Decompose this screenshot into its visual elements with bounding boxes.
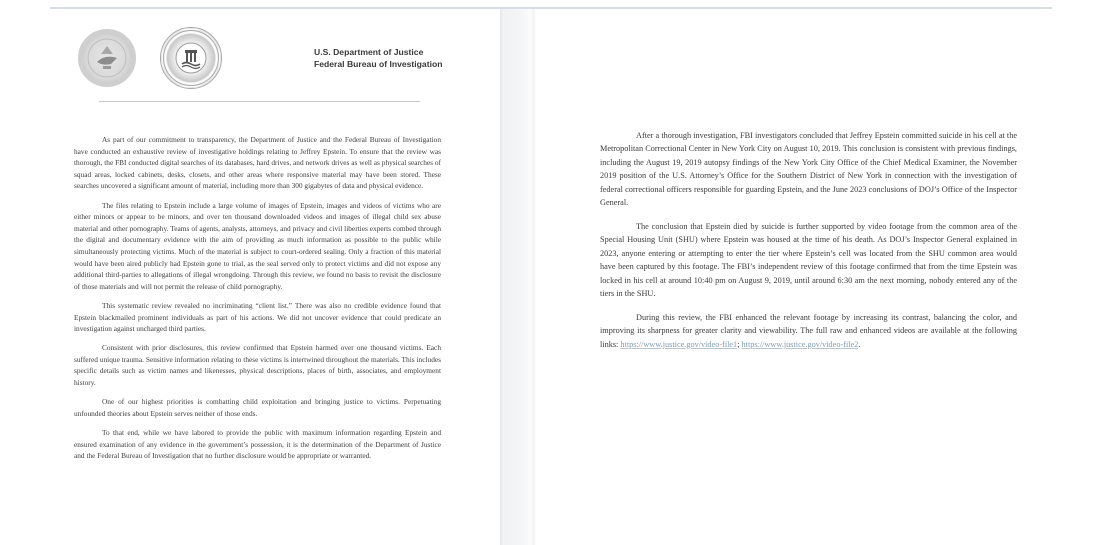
page-gutter (500, 9, 536, 545)
paragraph-text: During this review, the FBI enhanced the relevant footage by increasing its contrast, balancing the color, and improving its sharpness for greater clarity and viewability. The full raw and enhanced videos are available at the following links: (600, 312, 1017, 349)
paragraph: This systematic review revealed no incriminating “client list.” There was also no credible evidence found that Epstein blackmailed prominent individuals as part of his actions. We did not uncover evidence that could predicate an investigation against uncharged third parties. (74, 300, 441, 334)
letterhead-divider (99, 101, 420, 102)
video-file2-link[interactable]: https://www.justice.gov/video-file2 (741, 339, 859, 349)
agency-bureau: Federal Bureau of Investigation (314, 59, 443, 69)
paragraph-video-links (600, 311, 1017, 351)
agency-department: U.S. Department of Justice (314, 47, 424, 57)
paragraph: Consistent with prior disclosures, this review confirmed that Epstein harmed over one thousand victims. Each suffered unique trauma. Sensitive information relating to these victims is intertwined throughout the materials. This includes specific details such as victim names and likenesses, physical descriptions, places of birth, associates, and employment history. (74, 343, 441, 388)
paragraph: The conclusion that Epstein died by suicide is further supported by video footage from the common area of the Special Housing Unit (SHU) where Epstein was housed at the time of his death. As DOJ’s Inspector General explained in 2023, anyone entering or attempting to enter the tier where Epstein’s cell was located from the SHU common area would have been captured by this footage. The FBI’s independent review of this footage confirmed that from the time Epstein was locked in his cell at around 10:40 pm on August 9, 2019, until around 6:30 am the next morning, nobody entered any of the tiers in the SHU. (600, 221, 1017, 298)
document-page-right (536, 9, 1100, 545)
paragraph: One of our highest priorities is combatting child exploitation and bringing justice to victims. Perpetuating unfounded theories about Epstein serves neither of those ends. (74, 397, 441, 418)
link-separator: ; (737, 339, 742, 349)
paragraph: The files relating to Epstein include a large volume of images of Epstein, images and videos of victims who are either minors or appear to be minors, and over ten thousand downloaded videos and images of illegal child sex abuse material and other pornography. Teams of agents, analysts, attorneys, and privacy and civil liberties experts combed through the digital and documentary evidence with the aim of providing as much information as possible to the public while simultaneously protecting victims. Much of the material is subject to court-ordered sealing. Only a fraction of this material would have been aired publicly had Epstein gone to trial, as the seal served only to protect victims and did not expose any additional third-parties to allegations of illegal wrongdoing. Through this review, we found no basis to revisit the disclosure of those materials and will not permit the release of child pornography. (74, 200, 441, 291)
video-file1-link[interactable]: https://www.justice.gov/video-file1 (620, 339, 738, 349)
paragraph-end: . (858, 339, 861, 349)
memo-body-left (74, 134, 441, 469)
paragraph: To that end, while we have labored to provide the public with maximum information regarding Epstein and ensured examination of any evidence in the government’s possession, it is the determination of the Department of Justice and the Federal Bureau of Investigation that no further disclosure would be appropriate or warranted. (74, 428, 441, 461)
doj-seal-icon (78, 29, 136, 87)
document-page-left (0, 9, 500, 545)
memo-body-right (600, 129, 1017, 362)
letterhead-agency (314, 46, 442, 70)
paragraph: As part of our commitment to transparency, the Department of Justice and the Federal Bureau of Investigation have conducted an exhaustive review of investigative holdings relating to Jeffrey Epstein. To ensure that the review was thorough, the FBI conducted digital searches of its databases, hard drives, and network drives as well as physical searches of squad areas, locked cabinets, desks, closets, and other areas where responsive material may have been stored. These searches uncovered a significant amount of material, including more than 300 gigabytes of data and physical evidence. (74, 135, 441, 191)
fbi-seal-icon (160, 27, 222, 89)
paragraph: After a thorough investigation, FBI investigators concluded that Jeffrey Epstein committed suicide in his cell at the Metropolitan Correctional Center in New York City on August 10, 2019. This conclusion is consistent with previous findings, including the August 19, 2019 autopsy findings of the New York City Office of the Chief Medical Examiner, the November 2019 position of the U.S. Attorney’s Office for the Southern District of New York in connection with the investigation of federal correctional officers responsible for guarding Epstein, and the June 2023 conclusions of DOJ’s Office of the Inspector General. (600, 131, 1017, 208)
